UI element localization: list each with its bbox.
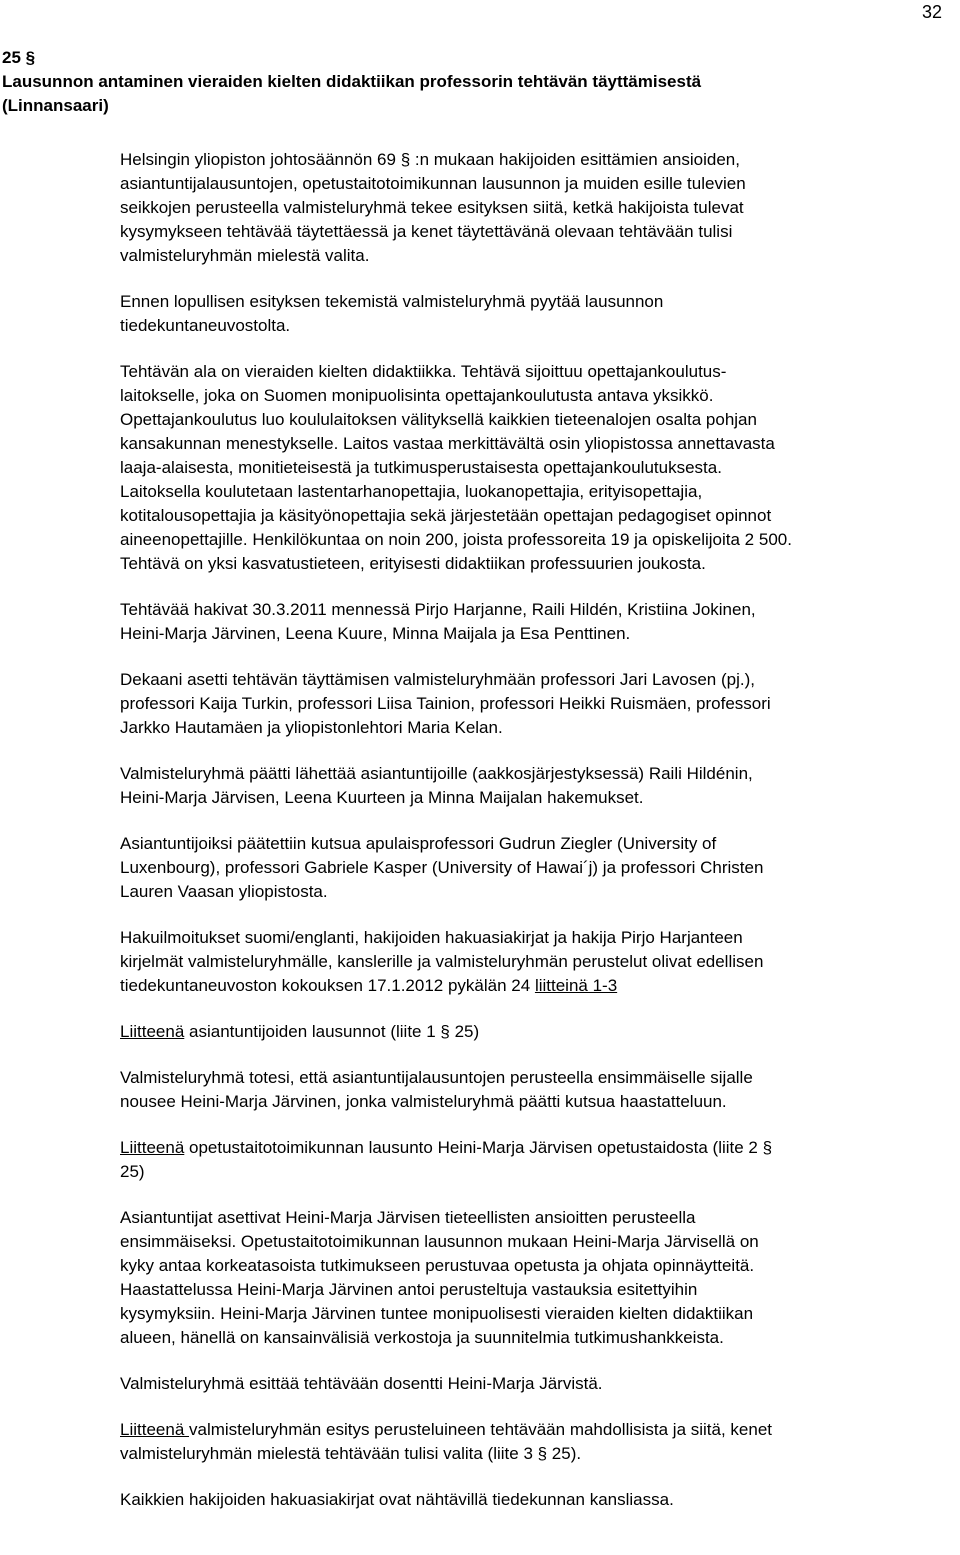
page-number: 32 [921, 2, 942, 22]
paragraph-attachment-proposal [120, 1418, 940, 1466]
text-fragment: opetustaitotoimikunnan lausunto Heini-Marja Järvisen opetustaidosta (liite 2 § [184, 1138, 773, 1157]
section-number-value: 25 [2, 48, 21, 67]
text-line: valmisteluryhmän mielestä tehtävään tulisi valita (liite 3 § 25). [120, 1444, 582, 1463]
text-line: Opettajankoulutus luo koululaitoksen välityksellä kaikkien tieteenalojen osalta pohjan [120, 410, 757, 429]
text-fragment: tiedekuntaneuvoston kokouksen 17.1.2012 pykälän 24 [120, 976, 535, 995]
text-line [120, 974, 940, 998]
text-line: tiedekuntaneuvostolta. [120, 316, 291, 335]
paragraph-assessment [120, 1206, 940, 1350]
paragraph-request [120, 290, 940, 338]
section-title [2, 70, 902, 118]
text-line: kansakunnan menestykselle. Laitos vastaa merkittävältä osin yliopistossa annettavasta [120, 434, 775, 453]
text-line: laaja-alaisesta, monitieteisestä ja tutkimusperustaisesta opettajankoulutuksesta. [120, 458, 722, 477]
paragraph-proposal [120, 1372, 940, 1396]
text-line: Asiantuntijoiksi päätettiin kutsua apulaisprofessori Gudrun Ziegler (University of [120, 834, 717, 853]
text-fragment: asiantuntijoiden lausunnot (liite 1 § 25) [184, 1022, 480, 1041]
text-line: Hakuilmoitukset suomi/englanti, hakijoiden hakuasiakirjat ja hakija Pirjo Harjanteen [120, 928, 743, 947]
text-line: 25) [120, 1162, 145, 1181]
attachment-link[interactable]: Liitteenä [120, 1420, 189, 1439]
text-line: professori Kaija Turkin, professori Liisa Tainion, professori Heikki Ruismäen, professori [120, 694, 771, 713]
text-line: valmisteluryhmän mielestä valita. [120, 246, 370, 265]
text-line: Dekaani asetti tehtävän täyttämisen valmisteluryhmään professori Jari Lavosen (pj.), [120, 670, 755, 689]
text-line: Haastattelussa Heini-Marja Järvinen antoi perusteltuja vastauksia esitettyihin [120, 1280, 698, 1299]
text-line: Ennen lopullisen esityksen tekemistä valmisteluryhmä pyytää lausunnon [120, 292, 664, 311]
text-line: Valmisteluryhmä esittää tehtävään dosentti Heini-Marja Järvistä. [120, 1374, 603, 1393]
section-title-line: Lausunnon antaminen vieraiden kielten didaktiikan professorin tehtävän täyttämisestä [2, 72, 702, 91]
text-line: kysymyksiin. Heini-Marja Järvinen tuntee monipuolisesti vieraiden kielten didaktiikan [120, 1304, 754, 1323]
text-line [120, 1136, 940, 1160]
text-line: kirjelmät valmisteluryhmälle, kanslerille ja valmisteluryhmän perustelut olivat edellisen [120, 952, 764, 971]
text-fragment: valmisteluryhmän esitys perusteluineen tehtävään mahdollisista ja siitä, kenet [189, 1420, 773, 1439]
paragraph-ranking [120, 1066, 940, 1114]
text-line: kysymykseen tehtävää täytettäessä ja kenet täytettävänä olevaan tehtävään tulisi [120, 222, 733, 241]
paragraph-documents [120, 926, 940, 998]
paragraph-availability [120, 1488, 940, 1512]
text-line [120, 1418, 940, 1442]
text-line: nousee Heini-Marja Järvinen, jonka valmisteluryhmä päätti kutsua haastatteluun. [120, 1092, 727, 1111]
text-line: Tehtävän ala on vieraiden kielten didaktiikka. Tehtävä sijoittuu opettajankoulutus- [120, 362, 727, 381]
text-line: Heini-Marja Järvisen, Leena Kuurteen ja Minna Maijalan hakemukset. [120, 788, 644, 807]
text-line: Luxenbourg), professori Gabriele Kasper (University of Hawai´j) ja professori Christen [120, 858, 764, 877]
paragraph-sent-to-experts [120, 762, 940, 810]
text-line: Asiantuntijat asettivat Heini-Marja Järvisen tieteellisten ansioitten perusteella [120, 1208, 696, 1227]
text-line: Tehtävä on yksi kasvatustieteen, erityisesti didaktiikan professuurien joukosta. [120, 554, 706, 573]
paragraph-committee [120, 668, 940, 740]
attachment-link[interactable]: Liitteenä [120, 1138, 185, 1157]
text-line: seikkojen perusteella valmisteluryhmä tekee esityksen siitä, ketkä hakijoista tulevat [120, 198, 744, 217]
text-line [120, 1020, 940, 1044]
paragraph-attachment-expert-statements [120, 1020, 940, 1044]
text-line: alueen, hänellä on kansainvälisiä verkostoja ja suunnitelmia tutkimushankkeista. [120, 1328, 724, 1347]
document-body [120, 148, 940, 1534]
paragraph-position-description [120, 360, 940, 576]
text-line: Tehtävää hakivat 30.3.2011 mennessä Pirjo Harjanne, Raili Hildén, Kristiina Jokinen, [120, 600, 756, 619]
paragraph-applicants [120, 598, 940, 646]
paragraph-procedure [120, 148, 940, 268]
text-line: Lauren Vaasan yliopistosta. [120, 882, 328, 901]
text-line: asiantuntijalausuntojen, opetustaitotoimikunnan lausunnon ja muiden esille tulevien [120, 174, 746, 193]
text-line: ensimmäiseksi. Opetustaitotoimikunnan lausunnon mukaan Heini-Marja Järvisellä on [120, 1232, 759, 1251]
section-title-line: (Linnansaari) [2, 96, 109, 115]
text-line: Kaikkien hakijoiden hakuasiakirjat ovat nähtävillä tiedekunnan kansliassa. [120, 1490, 674, 1509]
section-number [2, 46, 35, 70]
text-line: Helsingin yliopiston johtosäännön 69 § :n mukaan hakijoiden esittämien ansioiden, [120, 150, 740, 169]
attachments-link[interactable]: liitteinä 1-3 [534, 976, 618, 995]
text-line: laitokselle, joka on Suomen monipuolisinta opettajankoulutusta antava yksikkö. [120, 386, 714, 405]
text-line: kyky antaa korkeatasoista tutkimukseen perustuvaa opetusta ja ohjata opinnäytteitä. [120, 1256, 755, 1275]
text-line: Heini-Marja Järvinen, Leena Kuure, Minna Maijala ja Esa Penttinen. [120, 624, 631, 643]
text-line: kotitalousopettajia ja käsityönopettajia sekä järjestetään opettajan pedagogiset opinnot [120, 506, 772, 525]
text-line: Laitoksella koulutetaan lastentarhanopettajia, luokanopettajia, erityisopettajia, [120, 482, 703, 501]
paragraph-attachment-teaching-statement [120, 1136, 940, 1184]
text-line: Jarkko Hautamäen ja yliopistonlehtori Maria Kelan. [120, 718, 503, 737]
paragraph-experts [120, 832, 940, 904]
text-line: aineenopettajille. Henkilökuntaa on noin 200, joista professoreita 19 ja opiskelijoita 2 500. [120, 530, 792, 549]
text-line: Valmisteluryhmä päätti lähettää asiantuntijoille (aakkosjärjestyksessä) Raili Hildénin, [120, 764, 753, 783]
section-sign: § [25, 48, 36, 67]
text-line: Valmisteluryhmä totesi, että asiantuntijalausuntojen perusteella ensimmäiselle sijalle [120, 1068, 753, 1087]
attachment-link[interactable]: Liitteenä [120, 1022, 185, 1041]
